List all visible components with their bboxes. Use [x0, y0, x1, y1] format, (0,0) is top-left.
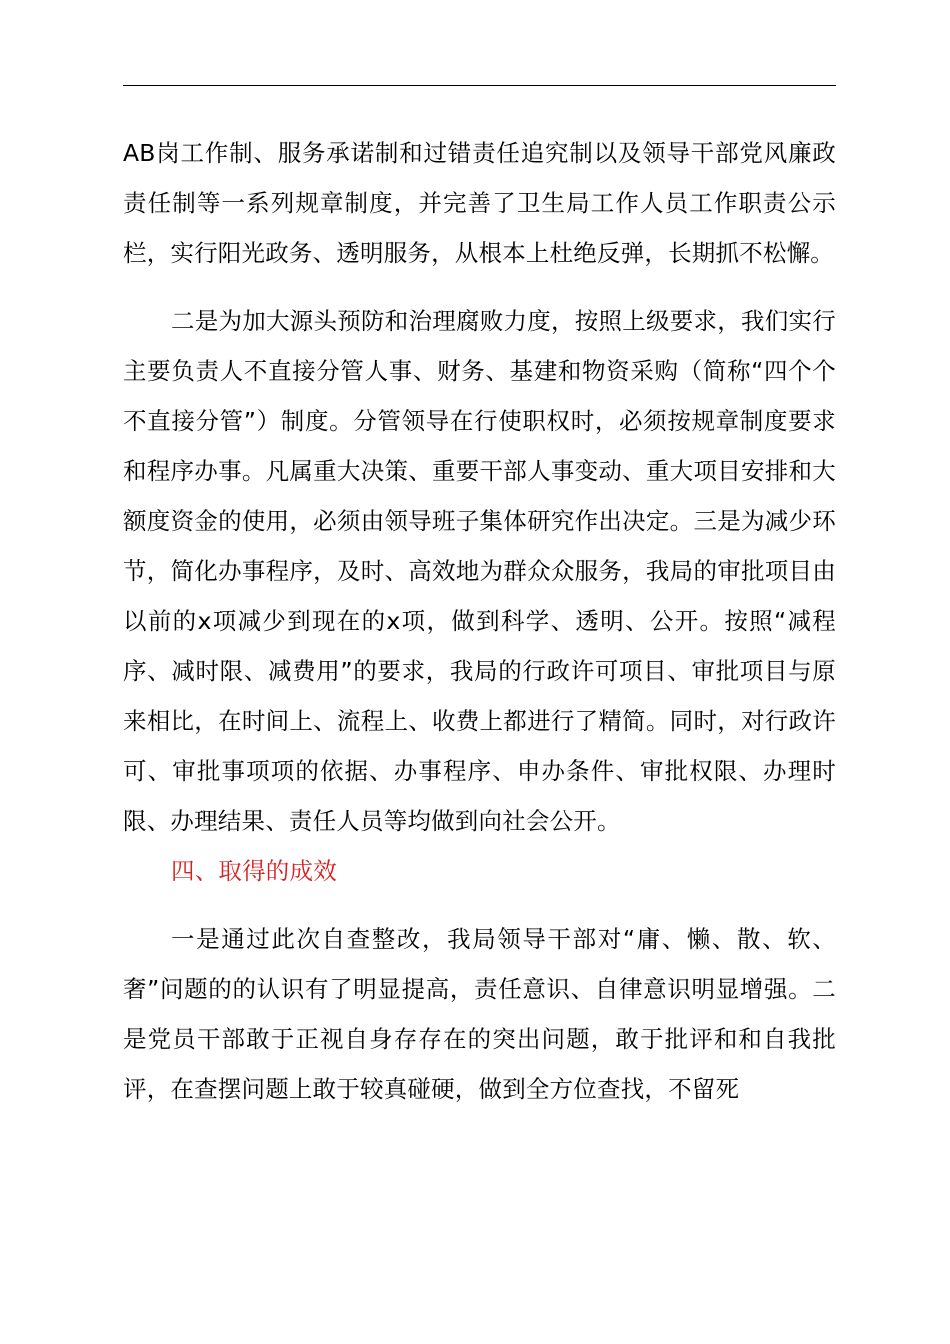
- document-body: [123, 128, 836, 1114]
- paragraph-results: 一是通过此次自查整改，我局领导干部对“庸、懒、散、软、奢”问题的的认识有了明显提高，责任意识、自律意识明显增强。二是党员干部敢于正视自身存存在的突出问题，敢于批评和和自我批评，在查摆问题上敢于较真碰硬，做到全方位查找，不留死: [123, 925, 836, 1103]
- paragraph-measures: 二是为加大源头预防和治理腐败力度，按照上级要求，我们实行主要负责人不直接分管人事、财务、基建和物资采购（简称“四个个不直接分管”）制度。分管领导在行使职权时，必须按规章制度要求和程序办事。凡属重大决策、重要干部人事变动、重大项目安排和大额度资金的使用，必须由领导班子集体研究作出决定。三是为减少环节，简化办事程序，及时、高效地为群众众服务，我局的审批项目由以前的x项减少到现在的x项，做到科学、透明、公开。按照“减程序、减时限、减费用”的要求，我局的行政许可项目、审批项目与原来相比，在时间上、流程上、收费上都进行了精简。同时，对行政许可、审批事项项的依据、办事程序、申办条件、审批权限、办理时限、办理结果、责任人员等均做到向社会公开。: [123, 307, 836, 835]
- header-rule: [123, 85, 836, 86]
- paragraph-continuation: AB岗工作制、服务承诺制和过错责任追究制以及领导干部党风廉政责任制等一系列规章制度，并完善了卫生局工作人员工作职责公示栏，实行阳光政务、透明服务，从根本上杜绝反弹，长期抓不松懈。: [123, 139, 836, 267]
- section-heading: 四、取得的成效: [171, 857, 337, 885]
